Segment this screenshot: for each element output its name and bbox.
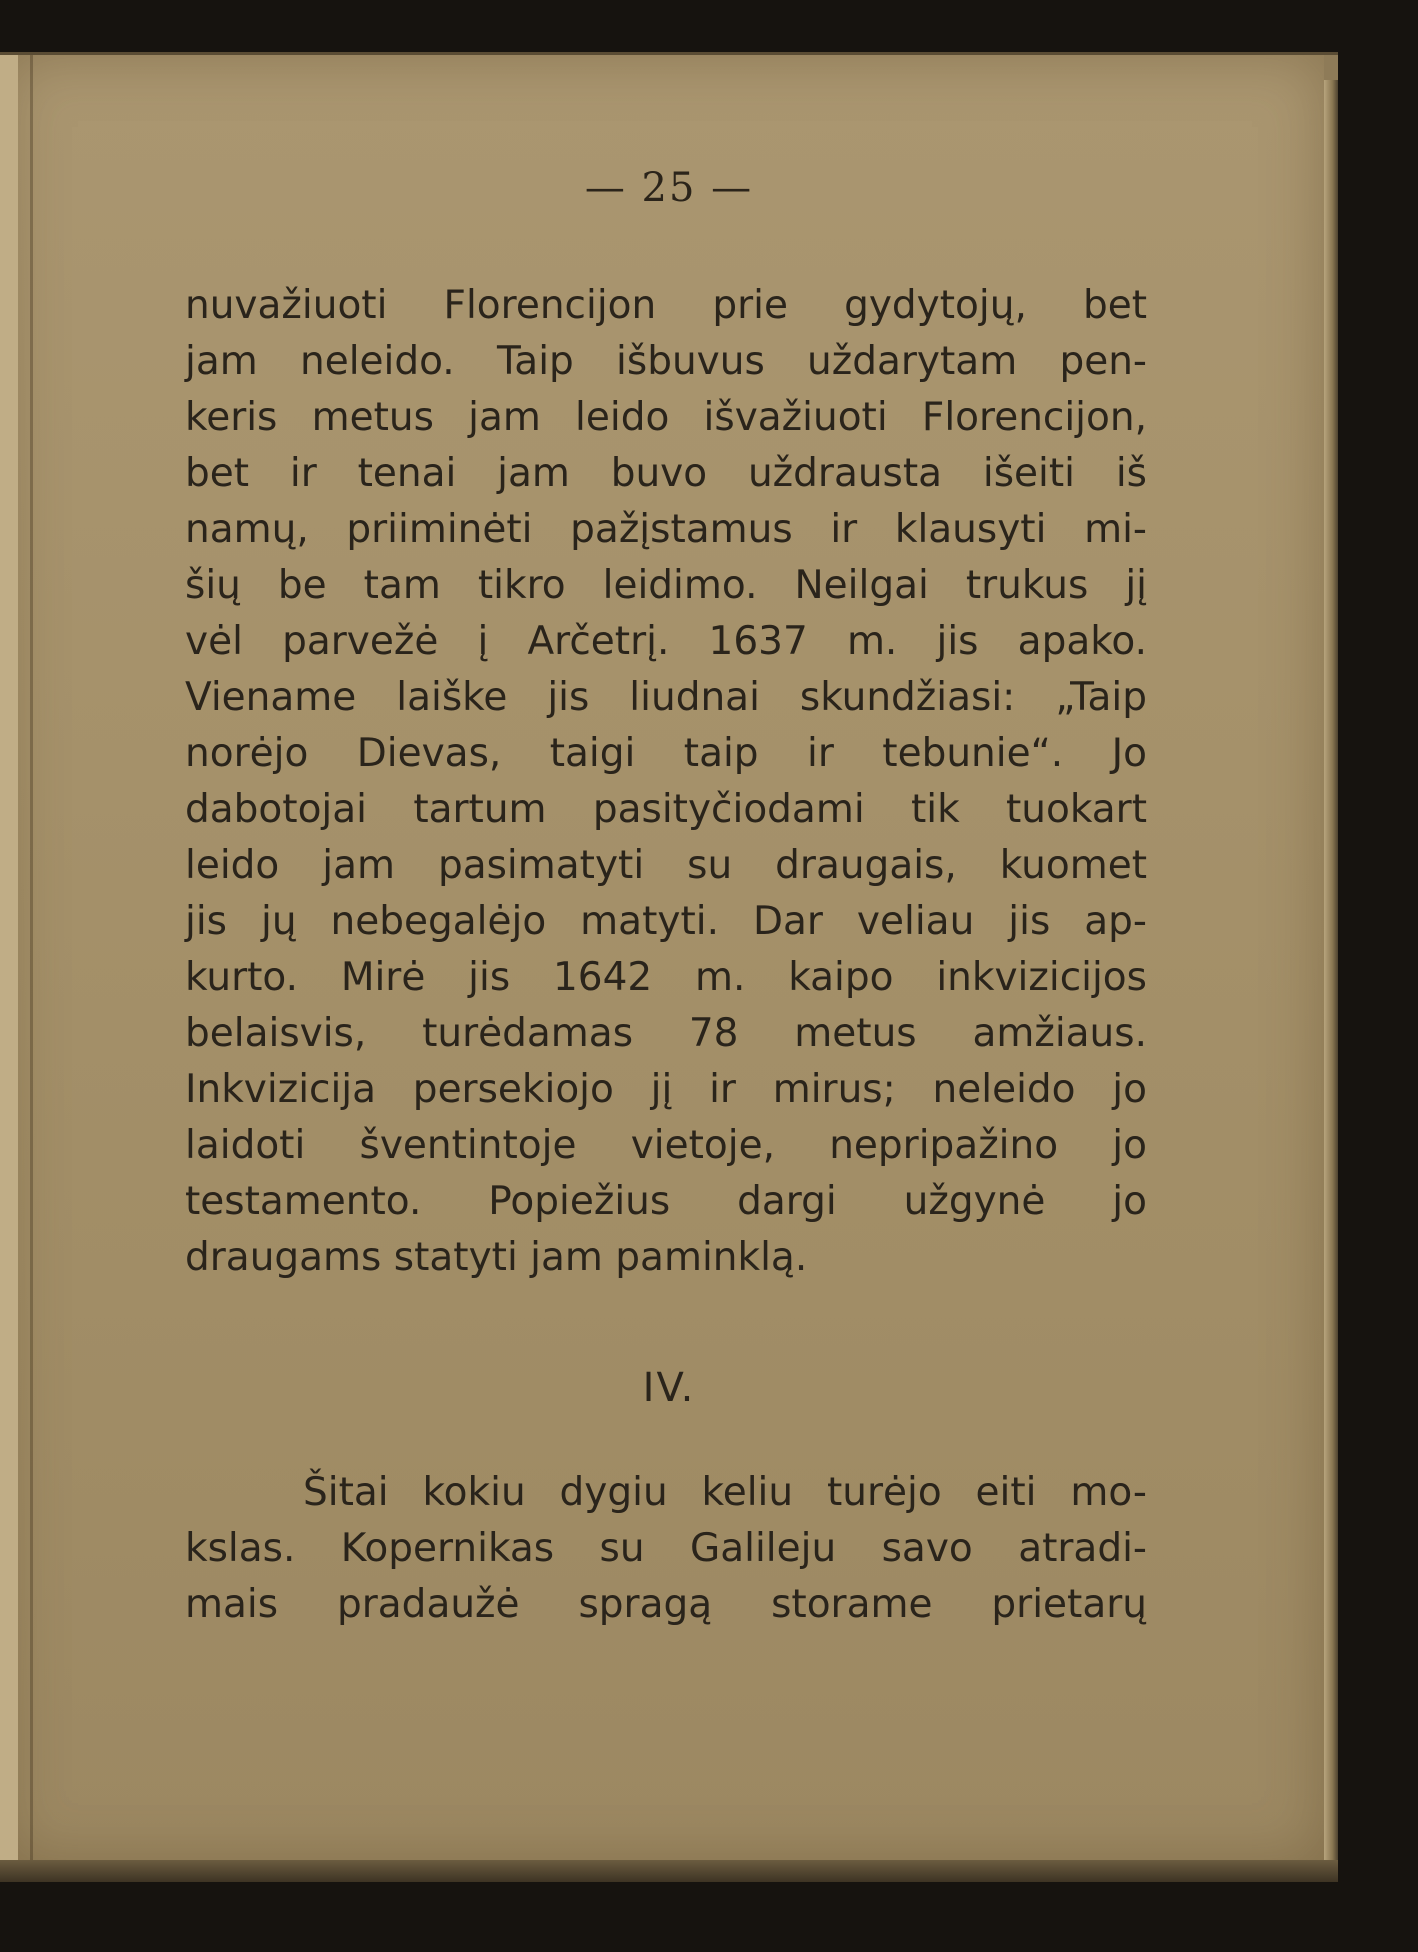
text-line: kurto. Mirė jis 1642 m. kaipo inkvizicijos bbox=[185, 955, 1147, 1000]
text-line: keris metus jam leido išvažiuoti Florencijon, bbox=[185, 395, 1147, 440]
text-line: namų, priiminėti pažįstamus ir klausyti mi- bbox=[185, 507, 1147, 552]
paragraph-1 bbox=[185, 278, 1147, 1286]
section-heading: IV. bbox=[642, 1365, 696, 1411]
paragraph-2 bbox=[185, 1465, 1147, 1633]
text-line: testamento. Popiežius dargi užgynė jo bbox=[185, 1179, 1147, 1224]
text-line: draugams statyti jam paminklą. bbox=[185, 1235, 808, 1280]
text-line: laidoti šventintoje vietoje, nepripažino jo bbox=[185, 1123, 1147, 1168]
text-line: šių be tam tikro leidimo. Neilgai trukus jį bbox=[185, 563, 1147, 608]
text-line: Šitai kokiu dygiu keliu turėjo eiti mo- bbox=[303, 1470, 1147, 1515]
text-line: belaisvis, turėdamas 78 metus amžiaus. bbox=[185, 1011, 1147, 1056]
text-line: norėjo Dievas, taigi taip ir tebunie“. Jo bbox=[185, 731, 1147, 776]
page-bottom-edge bbox=[0, 1860, 1338, 1882]
text-line: mais pradaužė spragą storame prietarų bbox=[185, 1582, 1147, 1627]
text-line: nuvažiuoti Florencijon prie gydytojų, bet bbox=[185, 283, 1147, 328]
text-line: vėl parvežė į Arčetrį. 1637 m. jis apako. bbox=[185, 619, 1147, 664]
text-line: dabotojai tartum pasityčiodami tik tuokart bbox=[185, 787, 1147, 832]
text-line: jis jų nebegalėjo matyti. Dar veliau jis ap- bbox=[185, 899, 1147, 944]
text-line: kslas. Kopernikas su Galileju savo atradi- bbox=[185, 1526, 1147, 1571]
text-line: leido jam pasimatyti su draugais, kuomet bbox=[185, 843, 1147, 888]
page-left-edge bbox=[0, 55, 18, 1863]
text-line: jam neleido. Taip išbuvus uždarytam pen- bbox=[185, 339, 1147, 384]
page-right-edge bbox=[1324, 80, 1338, 1860]
page-number: — 25 — bbox=[584, 165, 754, 211]
text-line: Inkvizicija persekiojo jį ir mirus; neleido jo bbox=[185, 1067, 1147, 1112]
text-line: Viename laiške jis liudnai skundžiasi: „Taip bbox=[185, 675, 1147, 720]
text-line: bet ir tenai jam buvo uždrausta išeiti iš bbox=[185, 451, 1147, 496]
page-fold-line bbox=[30, 55, 33, 1863]
